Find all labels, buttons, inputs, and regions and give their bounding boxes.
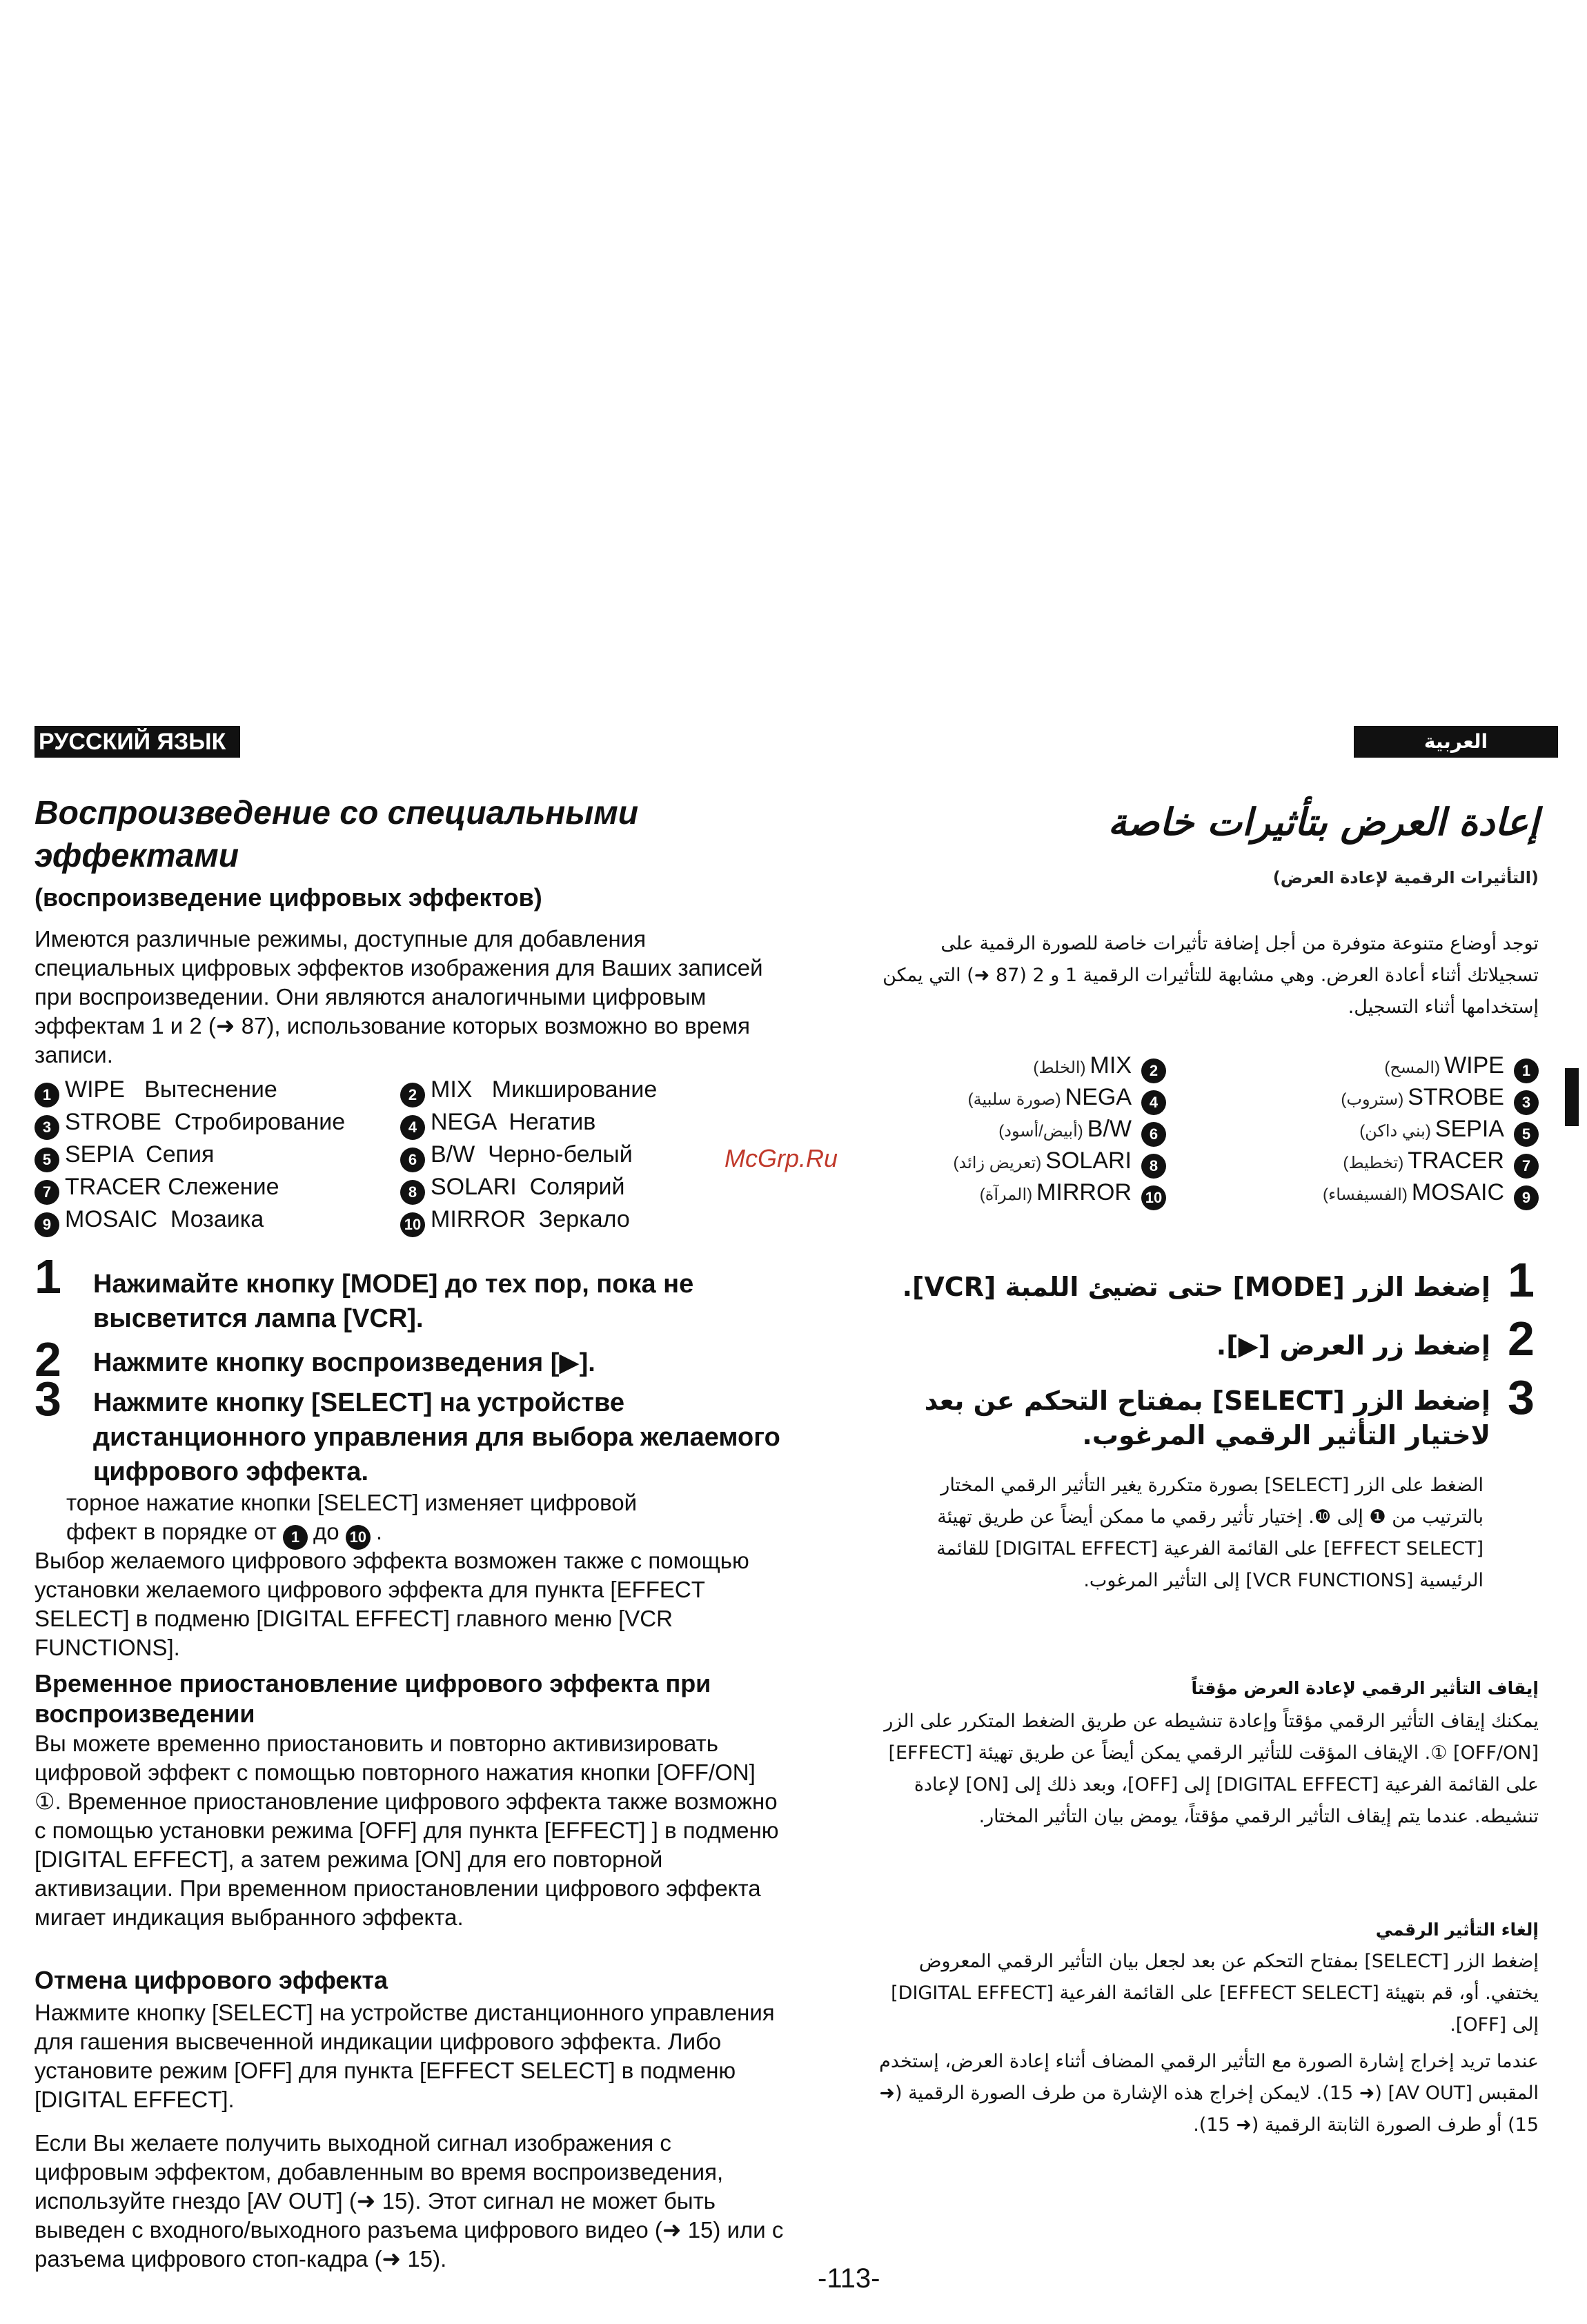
ar-effect-item [968, 1084, 1166, 1115]
effect-number-badge: 3 [1514, 1090, 1539, 1115]
number-1-badge: 1 [283, 1525, 308, 1550]
effect-label: SOLARI [1045, 1148, 1132, 1174]
effect-label: NEGA [1065, 1084, 1132, 1110]
effect-label: STROBE [1408, 1084, 1504, 1110]
effect-label: TRACER Слежение [65, 1174, 279, 1200]
ru-cancel-text: Нажмите кнопку [SELECT] на устройстве дистанционного управления для гашения высвеченной индикации цифрового эффекта. Либо установите режим [OFF] для пункта [EFFECT SELECT] в подменю [DIGITAL EFFECT]. [34, 2000, 775, 2112]
ru-intro: Имеются различные режимы, доступные для добавления специальных цифровых эффектов изображения для Ваших записей при воспроизведении. Они являются аналогичными цифровым эффектам 1 и 2 (➜ 87), использование которых возможно во время записи. [34, 926, 763, 1067]
ar-step3-note: الضغط على الزر [SELECT] بصورة متكررة يغير التأثير الرقمي المختار بالترتيب من ❶ إلى ❿. إختيار تأثير رقمي ما ممكن أيضاً عن طريق تهيئة [EFFECT SELECT] على القائمة الفرعية [DIGITAL EFFECT] للقائمة الرئيسية [VCR FUNCTIONS] إلى التأثير المرغوب. [936, 1475, 1483, 1591]
ru-step3-note-3: Выбор желаемого цифрового эффекта возможен также с помощью установки желаемого цифрового эффекта для пункта [EFFECT SELECT] в подменю [DIGITAL EFFECT] главного меню [VCR FUNCTIONS]. [34, 1548, 749, 1660]
ar-subtitle: (التأثيرات الرقمية لإعادة العرض) [1272, 868, 1539, 887]
effect-arabic-label: (الفسيفساء) [1322, 1185, 1408, 1204]
effect-arabic-label: (تخطيط) [1343, 1154, 1404, 1172]
effect-number-badge: 2 [400, 1083, 425, 1107]
ar-step-3-number: 3 [1508, 1370, 1535, 1424]
effect-number-badge: 8 [1141, 1154, 1166, 1179]
effect-number-badge: 5 [1514, 1122, 1539, 1147]
effect-number-badge: 3 [34, 1115, 59, 1140]
effect-label: NEGA Негатив [431, 1109, 596, 1135]
ru-effect-item [34, 1206, 264, 1237]
effect-number-badge: 10 [1141, 1185, 1166, 1210]
ru-step3-note-2-to: до [313, 1519, 339, 1544]
effect-number-badge: 5 [34, 1148, 59, 1172]
effect-label: TRACER [1408, 1148, 1504, 1174]
effect-number-badge: 1 [34, 1083, 59, 1107]
effect-arabic-label: (الخلط) [1033, 1058, 1086, 1077]
effect-number-badge: 6 [400, 1148, 425, 1172]
ru-effect-item [400, 1141, 633, 1172]
ar-intro: توجد أوضاع متنوعة متوفرة من أجل إضافة تأثيرات خاصة للصورة الرقمية على تسجيلاتك أثناء أعادة العرض. وهي مشابهة للتأثيرات الرقمية 1 و 2 (87 ➜) التي يمكن إستخدامها أثناء التسجيل. [883, 933, 1539, 1018]
ru-step-3-text: Нажмите кнопку [SELECT] на устройстве дистанционного управления для выбора желаемого цифрового эффекта. [93, 1388, 780, 1486]
number-10-badge: 10 [346, 1525, 371, 1550]
effect-arabic-label: (المسح) [1384, 1058, 1441, 1077]
effect-number-badge: 2 [1141, 1058, 1166, 1083]
effect-arabic-label: (بني داكن) [1359, 1122, 1431, 1141]
effect-label: WIPE Вытеснение [65, 1076, 277, 1103]
ru-effect-item [400, 1109, 595, 1140]
ru-step-1-text: Нажимайте кнопку [MODE] до тех пор, пока не высветится лампа [VCR]. [93, 1270, 694, 1333]
effect-number-badge: 4 [400, 1115, 425, 1140]
ru-effect-item [400, 1206, 630, 1237]
ru-effect-item [400, 1174, 624, 1205]
effect-label: B/W Черно-белый [431, 1141, 633, 1168]
ar-effect-item [1359, 1116, 1539, 1147]
page-number: -113- [818, 2263, 880, 2294]
ru-step-2-text: Нажмите кнопку воспроизведения [▶]. [93, 1348, 595, 1377]
ru-step3-note-2: ффект в порядке от 1 до 10 . [66, 1517, 825, 1550]
ru-output-text: Если Вы желаете получить выходной сигнал изображения с цифровым эффектом, добавленным во время воспроизведения, используйте гнездо [AV OUT] (➜ 15). Этот сигнал не может быть выведен с входного/выходного разъема цифрового видео (➜ 15) или с разъема цифрового стоп-кадра (➜ 15). [34, 2130, 784, 2272]
effect-arabic-label: (تعريض زائد) [953, 1154, 1042, 1172]
effect-label: WIPE [1444, 1052, 1504, 1079]
effect-number-badge: 4 [1141, 1090, 1166, 1115]
russian-language-label: РУССКИЙ ЯЗЫК [34, 726, 240, 758]
ar-effect-item [998, 1116, 1166, 1147]
ar-output-text: عندما تريد إخراج إشارة الصورة مع التأثير الرقمي المضاف أثناء إعادة العرض، إستخدم المقبس [AV OUT] (➜ 15). لايمكن إخراج هذه الإشارة من طرف الصورة الرقمية (➜ 15) أو طرف الصورة الثابتة الرقمية (➜ 15). [879, 2051, 1539, 2136]
effect-label: MIX Микширование [431, 1076, 658, 1103]
ru-effect-item [34, 1174, 279, 1205]
ru-pause-text: Вы можете временно приостановить и повторно активизировать цифровой эффект с помощью повторного нажатия кнопки [OFF/ON] ①. Временное приостановление цифрового эффекта также возможно с помощью установки режима [OFF] для пункта [EFFECT] ] в подменю [DIGITAL EFFECT], а затем режима [ON] для его повторной активизации. При временном приостановлении цифрового эффекта мигает индикация выбранного эффекта. [34, 1731, 779, 1930]
effect-number-badge: 1 [1514, 1058, 1539, 1083]
ar-cancel-heading: إلغاء التأثير الرقمي [1375, 1920, 1539, 1940]
effect-label: MOSAIC Мозаика [65, 1206, 264, 1232]
effect-arabic-label: (أبيض/أسود) [998, 1122, 1083, 1141]
effect-label: B/W [1087, 1116, 1132, 1142]
ru-subtitle: (воспроизведение цифровых эффектов) [34, 883, 542, 912]
effect-label: SEPIA [1435, 1116, 1504, 1142]
ru-effect-item [34, 1109, 345, 1140]
ru-cancel-heading: Отмена цифрового эффекта [34, 1966, 388, 1994]
effect-label: SOLARI Солярий [431, 1174, 625, 1200]
ru-title-line-2: эффектами [34, 838, 239, 874]
effect-number-badge: 9 [34, 1212, 59, 1237]
ar-effect-item [1384, 1052, 1539, 1083]
ru-step-2-number: 2 [34, 1332, 61, 1386]
ru-step3-note-2-text: ффект в порядке от [66, 1519, 277, 1544]
effect-number-badge: 7 [1514, 1154, 1539, 1179]
ar-effect-item [1033, 1052, 1166, 1083]
ru-pause-heading: Временное приостановление цифрового эффекта при воспроизведении [34, 1669, 711, 1728]
effect-label: MOSAIC [1411, 1179, 1504, 1205]
effect-number-badge: 8 [400, 1180, 425, 1205]
effect-label: STROBE Стробирование [65, 1109, 346, 1135]
effect-number-badge: 7 [34, 1180, 59, 1205]
ru-effect-item [34, 1141, 214, 1172]
ar-step-2-text: إضغط زر العرض [▶]. [1216, 1330, 1490, 1361]
ar-step-2-number: 2 [1508, 1312, 1535, 1366]
effect-arabic-label: (المرآة) [979, 1185, 1033, 1204]
ar-effect-item [1343, 1148, 1539, 1179]
effect-arabic-label: (ستروب) [1341, 1090, 1404, 1109]
ar-page-title: إعادة العرض بتأثيرات خاصة [1107, 800, 1539, 844]
ru-title-line-1: Воспроизведение со специальными [34, 795, 639, 831]
effect-number-badge: 10 [400, 1212, 425, 1237]
ar-pause-heading: إيقاف التأثير الرقمي لإعادة العرض مؤقتاً [1191, 1678, 1539, 1698]
ar-effect-item [954, 1148, 1167, 1179]
effect-number-badge: 6 [1141, 1122, 1166, 1147]
ar-effect-item [1341, 1084, 1539, 1115]
watermark: McGrp.Ru [724, 1144, 838, 1172]
effect-number-badge: 9 [1514, 1185, 1539, 1210]
ru-step-1-number: 1 [34, 1250, 61, 1303]
effect-label: SEPIA Сепия [65, 1141, 215, 1168]
ar-step-1-text: إضغط الزر [MODE] حتى تضيئ اللمبة [VCR]. [902, 1272, 1490, 1302]
effect-label: MIRROR Зеркало [431, 1206, 630, 1232]
ru-page-title [34, 792, 793, 878]
ar-step-3-text: إضغط الزر [SELECT] بمفتاح التحكم عن بعد لاختيار التأثير الرقمي المرغوب. [924, 1386, 1490, 1450]
ru-step-3-number: 3 [34, 1372, 61, 1426]
effect-label: MIX [1090, 1052, 1132, 1079]
ar-effect-item [1323, 1179, 1539, 1210]
ru-effect-item [34, 1076, 277, 1107]
effect-label: MIRROR [1036, 1179, 1132, 1205]
ar-pause-text: يمكنك إيقاف التأثير الرقمي مؤقتاً وإعادة تنشيطه عن طريق الضغط المتكرر على الزر [OFF/ON] ①. الإيقاف المؤقت للتأثير الرقمي يمكن أيضاً عن طريق تهيئة [EFFECT] على القائمة الفرعية [DIGITAL EFFECT] إلى [OFF]، وبعد ذلك إلى [ON] لإعادة تنشيطه. عندما يتم إيقاف التأثير الرقمي مؤقتاً، يومض بيان التأثير المختار. [884, 1711, 1539, 1827]
ru-step3-note-1: торное нажатие кнопки [SELECT] изменяет цифровой [66, 1490, 638, 1515]
ar-cancel-text: إضغط الزر [SELECT] بمفتاح التحكم عن بعد لجعل بيان التأثير الرقمي المعروض يختفي. أو، قم بتهيئة [EFFECT SELECT] على القائمة الفرعية [DIGITAL EFFECT] إلى [OFF]. [891, 1951, 1539, 2036]
page-edge-marker [1565, 1068, 1579, 1126]
ar-effect-item [980, 1179, 1166, 1210]
arabic-language-label: العربية [1354, 726, 1558, 758]
ru-effect-item [400, 1076, 657, 1107]
effect-arabic-label: (صورة سلبية) [967, 1090, 1061, 1109]
ar-step-1-number: 1 [1508, 1253, 1535, 1307]
